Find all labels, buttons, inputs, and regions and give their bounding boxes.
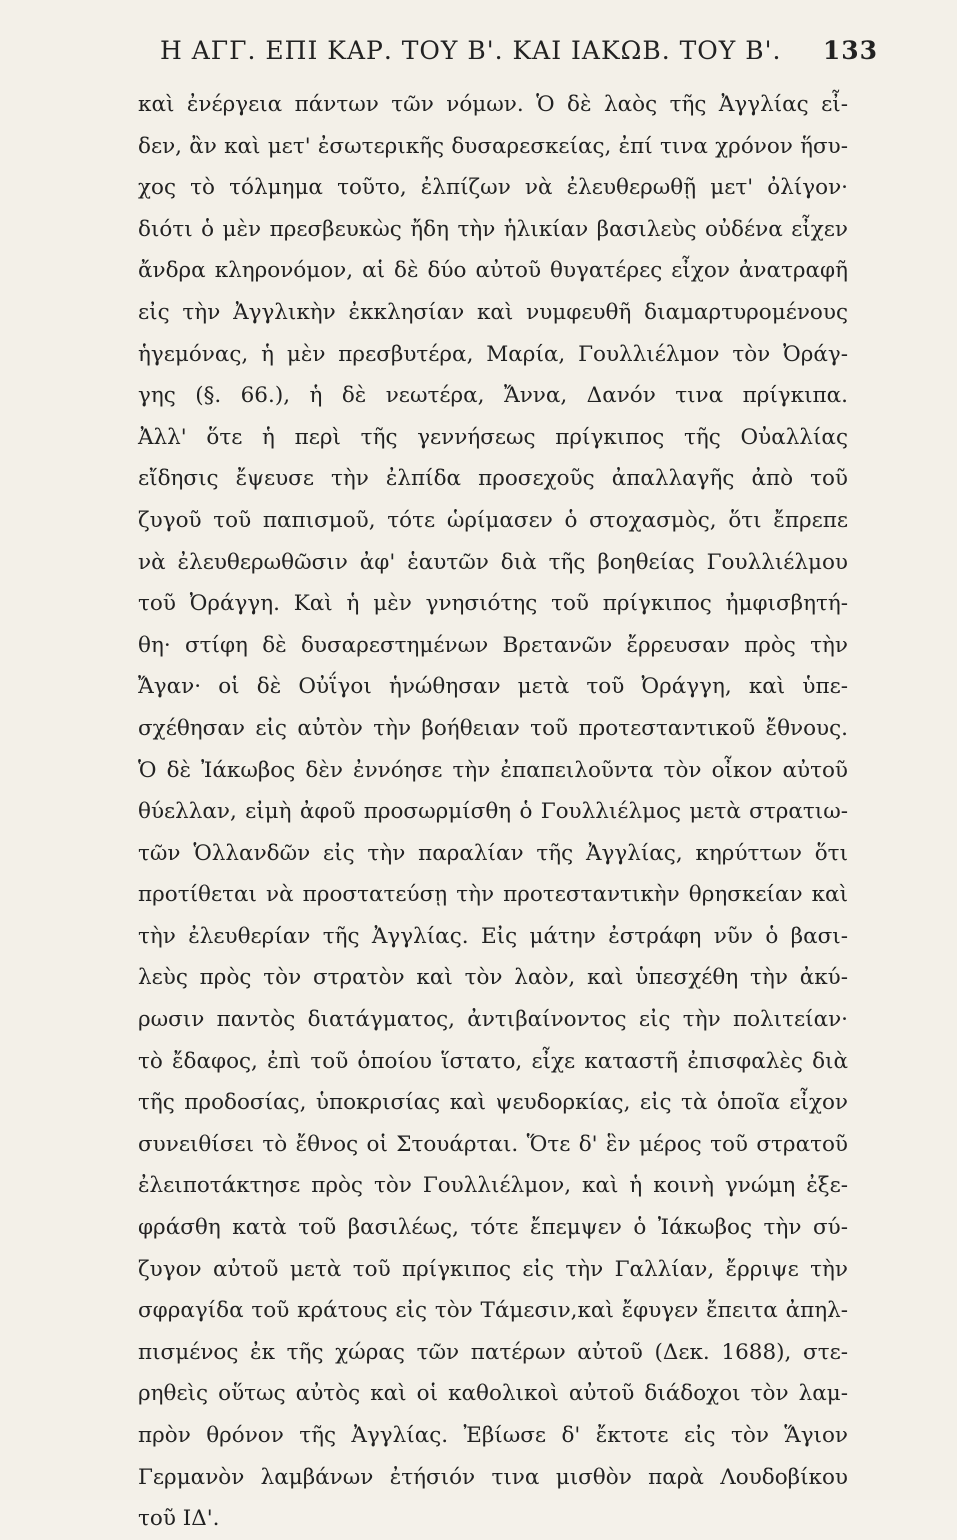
text-line: χος τὸ τόλμημα τοῦτο, ἐλπίζων νὰ ἐλευθερωθῇ μετ' ὀλίγον· — [138, 175, 848, 201]
page-number: 133 — [822, 36, 878, 65]
text-line: τὴν ἐλευθερίαν τῆς Ἀγγλίας. Εἰς μάτην ἐστράφη νῦν ὁ βασι- — [138, 923, 848, 949]
text-line: δεν, ἂν καὶ μετ' ἐσωτερικῆς δυσαρεσκείας, ἐπί τινα χρόνον ἥσυ- — [138, 133, 848, 159]
text-line: θύελλαν, εἰμὴ ἀφοῦ προσωρμίσθη ὁ Γουλλιέλμος μετὰ στρατιω- — [138, 799, 848, 825]
text-line: πισμένος ἐκ τῆς χώρας τῶν πατέρων αὐτοῦ (Δεκ. 1688), στε- — [138, 1339, 848, 1365]
text-line: τὸ ἔδαφος, ἐπὶ τοῦ ὁποίου ἵστατο, εἶχε καταστῆ ἐπισφαλὲς διὰ — [138, 1048, 848, 1074]
text-line: ζυγοῦ τοῦ παπισμοῦ, τότε ὡρίμασεν ὁ στοχασμὸς, ὅτι ἔπρεπε — [138, 507, 848, 533]
text-line: σχέθησαν εἰς αὐτὸν τὴν βοήθειαν τοῦ προτεσταντικοῦ ἔθνους. — [138, 715, 848, 741]
running-header — [160, 36, 878, 76]
text-line: Ὁ δὲ Ἰάκωβος δὲν ἐννόησε τὴν ἐπαπειλοῦντα τὸν οἶκον αὐτοῦ — [138, 757, 848, 783]
text-line: Ἀλλ' ὅτε ἡ περὶ τῆς γεννήσεως πρίγκιπος τῆς Οὐαλλίας — [138, 424, 848, 450]
header-title: Η ΑΓΓ. ΕΠΙ ΚΑΡ. ΤΟΥ Β'. ΚΑΙ ΙΑΚΩΒ. ΤΟΥ Β'. — [160, 36, 782, 65]
text-line: Γερμανὸν λαμβάνων ἐτήσιόν τινα μισθὸν παρὰ Λουδοβίκου — [138, 1464, 848, 1490]
text-line: πρὸν θρόνον τῆς Ἀγγλίας. Ἐβίωσε δ' ἔκτοτε εἰς τὸν Ἅγιον — [138, 1423, 848, 1448]
text-line: φράσθη κατὰ τοῦ βασιλέως, τότε ἔπεμψεν ὁ Ἰάκωβος τὴν σύ- — [138, 1215, 848, 1241]
text-line: θη· στίφη δὲ δυσαρεστημένων Βρετανῶν ἔρρευσαν πρὸς τὴν — [138, 632, 848, 658]
text-line: συνειθίσει τὸ ἔθνος οἱ Στουάρται. Ὅτε δ' ἓν μέρος τοῦ στρατοῦ — [138, 1131, 848, 1157]
body-text — [138, 84, 848, 1540]
text-line: Ἄγαν· οἱ δὲ Οὐΐγοι ἡνώθησαν μετὰ τοῦ Ὀράγγη, καὶ ὑπε- — [138, 674, 848, 700]
text-line: ζυγον αὐτοῦ μετὰ τοῦ πρίγκιπος εἰς τὴν Γαλλίαν, ἔρριψε τὴν — [138, 1256, 848, 1282]
text-line: τῆς προδοσίας, ὑποκρισίας καὶ ψευδορκίας, εἰς τὰ ὁποῖα εἶχον — [138, 1090, 848, 1116]
text-line: εἰς τὴν Ἀγγλικὴν ἐκκλησίαν καὶ νυμφευθῆ διαμαρτυρομένους — [138, 299, 848, 325]
text-line: ἡγεμόνας, ἡ μὲν πρεσβυτέρα, Μαρία, Γουλλιέλμον τὸν Ὀράγ- — [138, 341, 848, 367]
text-line: σφραγίδα τοῦ κράτους εἰς τὸν Τάμεσιν,καὶ ἔφυγεν ἔπειτα ἀπηλ- — [138, 1298, 848, 1324]
text-line: προτίθεται νὰ προστατεύσῃ τὴν προτεσταντικὴν θρησκείαν καὶ — [138, 882, 848, 908]
text-line: τοῦ ΙΔ'. — [138, 1506, 220, 1532]
text-line: τῶν Ὁλλανδῶν εἰς τὴν παραλίαν τῆς Ἀγγλίας, κηρύττων ὅτι — [138, 840, 848, 866]
text-line: ρωσιν παντὸς διατάγματος, ἀντιβαίνοντος εἰς τὴν πολιτείαν· — [138, 1007, 848, 1033]
text-line: διότι ὁ μὲν πρεσβευκὼς ἤδη τὴν ἡλικίαν βασιλεὺς οὐδένα εἶχεν — [138, 216, 848, 242]
text-line: γης (§. 66.), ἡ δὲ νεωτέρα, Ἄννα, Δανόν τινα πρίγκιπα. — [138, 383, 848, 409]
text-line: καὶ ἐνέργεια πάντων τῶν νόμων. Ὁ δὲ λαὸς τῆς Ἀγγλίας εἶ- — [138, 92, 848, 117]
text-line: νὰ ἐλευθερωθῶσιν ἀφ' ἑαυτῶν διὰ τῆς βοηθείας Γουλλιέλμου — [138, 549, 848, 575]
text-line: ἐλειποτάκτησε πρὸς τὸν Γουλλιέλμον, καὶ ἡ κοινὴ γνώμη ἐξε- — [138, 1173, 848, 1199]
text-line: ἄνδρα κληρονόμον, αἱ δὲ δύο αὐτοῦ θυγατέρες εἶχον ἀνατραφῆ — [138, 258, 848, 284]
text-line: λεὺς πρὸς τὸν στρατὸν καὶ τὸν λαὸν, καὶ ὑπεσχέθη τὴν ἀκύ- — [138, 965, 848, 991]
text-line: τοῦ Ὀράγγη. Καὶ ἡ μὲν γνησιότης τοῦ πρίγκιπος ἠμφισβητή- — [138, 591, 848, 617]
text-line: ρηθεὶς οὕτως αὐτὸς καὶ οἱ καθολικοὶ αὐτοῦ διάδοχοι τὸν λαμ- — [138, 1381, 848, 1407]
text-line: εἴδησις ἔψευσε τὴν ἐλπίδα προσεχοῦς ἀπαλλαγῆς ἀπὸ τοῦ — [138, 466, 848, 492]
